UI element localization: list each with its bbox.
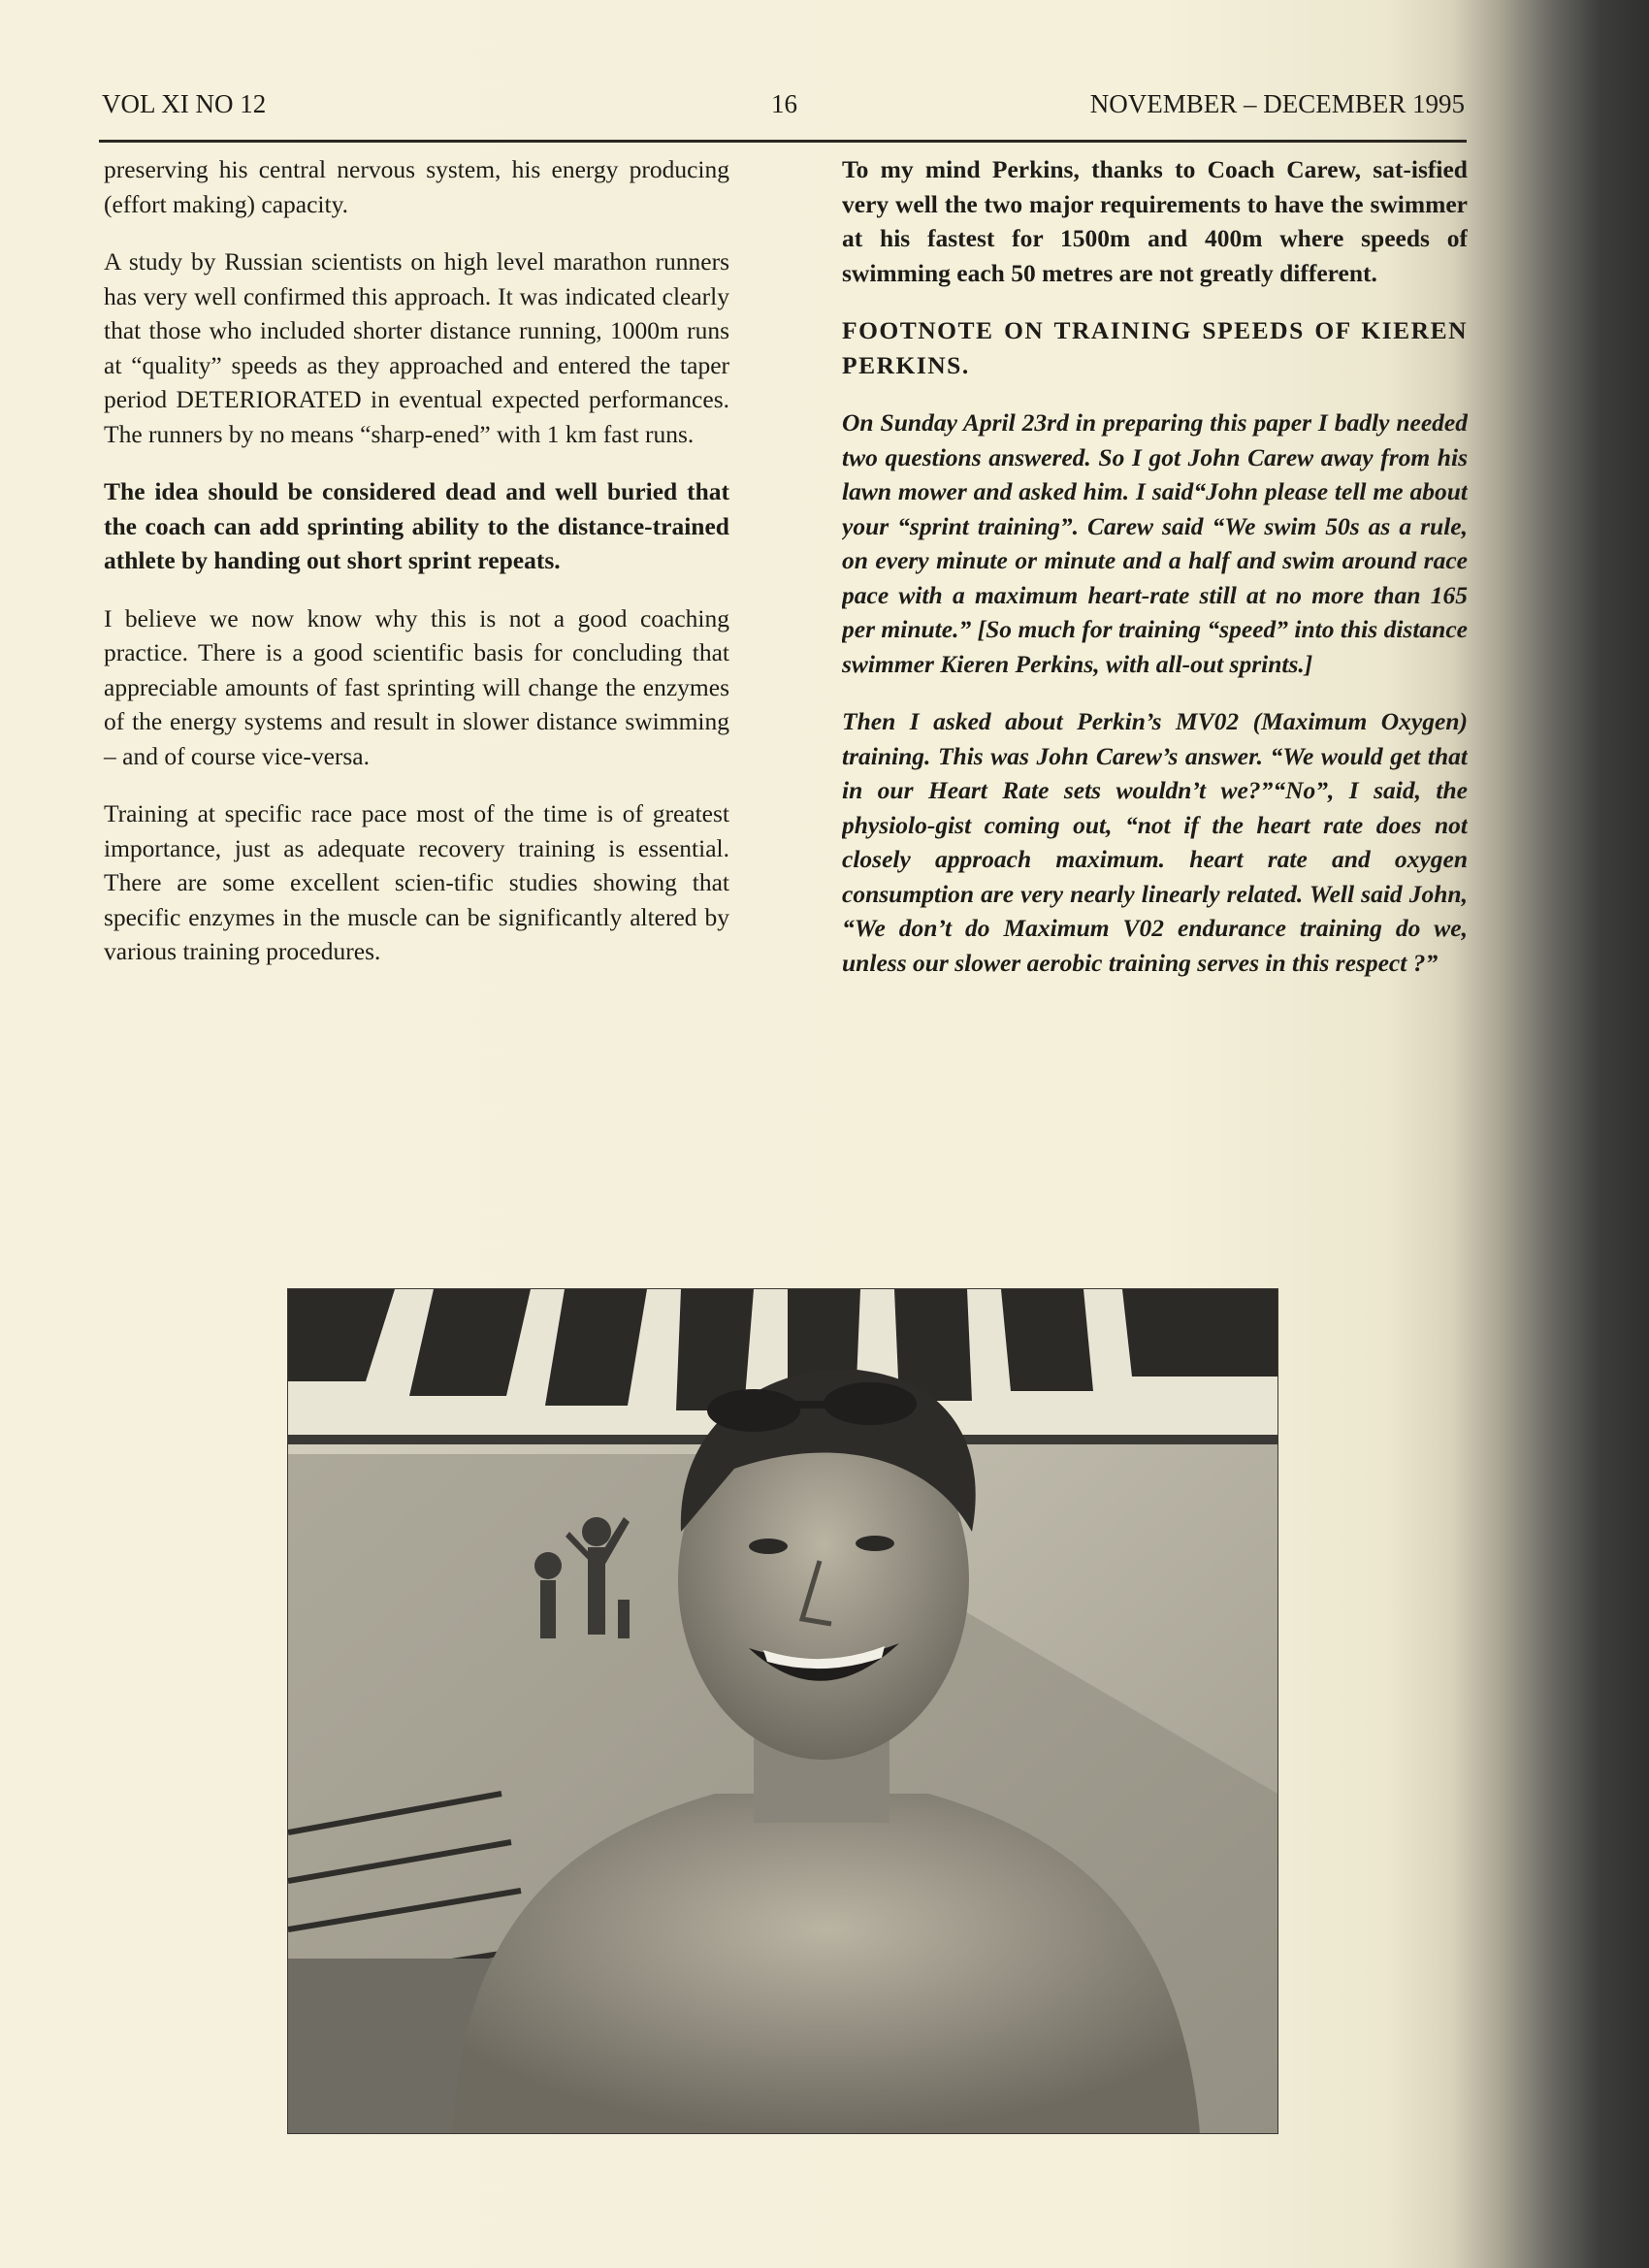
left-paragraph-2: A study by Russian scientists on high level marathon runners has very well confirmed this approach. It was indicated clearly that those who included shorter distance running, 1000m runs at “quality” speeds as they approached and entered the taper period DETERIORATED in eventual expected performances. The runners by no means “sharp-ened” with 1 km fast runs. — [104, 247, 729, 448]
issue-date: NOVEMBER – DECEMBER 1995 — [1089, 89, 1465, 118]
left-paragraph-3-bold: The idea should be considered dead and well buried that the coach can add sprinting ability to the distance-trained athlete by handing out short sprint repeats. — [104, 477, 729, 574]
swimmer-photo — [287, 1288, 1278, 2134]
footnote-heading: FOOTNOTE ON TRAINING SPEEDS OF KIEREN PERKINS. — [842, 316, 1468, 379]
right-paragraph-3-italic: Then I asked about Perkin’s MV02 (Maximum Oxygen) training. This was John Carew’s answer. “We would get that in our Heart Rate sets wouldn’t we?”“No”, I said, the physiolo-gist coming out, “not if the heart rate does not closely approach maximum. heart rate and oxygen consumption are very nearly linearly related. Well said John, “We don’t do Maximum V02 endurance training do we, unless our slower aerobic training serves in this respect ?” — [842, 707, 1468, 977]
page-header — [102, 89, 1465, 128]
left-column — [104, 152, 729, 992]
left-paragraph-5: Training at specific race pace most of the time is of greatest importance, just as adequate recovery training is essential. There are some excellent scien-tific studies showing that specific enzymes in the muscle can be significantly altered by various training procedures. — [104, 799, 729, 965]
page-number: 16 — [771, 89, 797, 118]
header-rule — [99, 140, 1467, 143]
right-column — [842, 152, 1468, 1003]
left-paragraph-4: I believe we now know why this is not a good coaching practice. There is a good scientific basis for concluding that appreciable amounts of fast sprinting will change the enzymes of the energy systems and result in slower distance swimming – and of course vice-versa. — [104, 603, 729, 770]
volume-label: VOL XI NO 12 — [102, 89, 267, 118]
right-paragraph-1-bold: To my mind Perkins, thanks to Coach Carew, sat-isfied very well the two major requirements to have the swimmer at his fastest for 1500m and 400m where speeds of swimming each 50 metres are not greatly different. — [842, 155, 1468, 287]
swimmer-photo-illustration — [288, 1289, 1277, 2133]
left-paragraph-1: preserving his central nervous system, his energy producing (effort making) capacity. — [104, 155, 729, 218]
right-paragraph-2-italic: On Sunday April 23rd in preparing this paper I badly needed two questions answered. So I got John Carew away from his lawn mower and asked him. I said“John please tell me about your “sprint training”. Carew said “We swim 50s as a rule, on every minute or minute and a half and swim around race pace with a maximum heart-rate still at no more than 165 per minute.” [So much for training “speed” into this distance swimmer Kieren Perkins, with all-out sprints.] — [842, 408, 1468, 678]
